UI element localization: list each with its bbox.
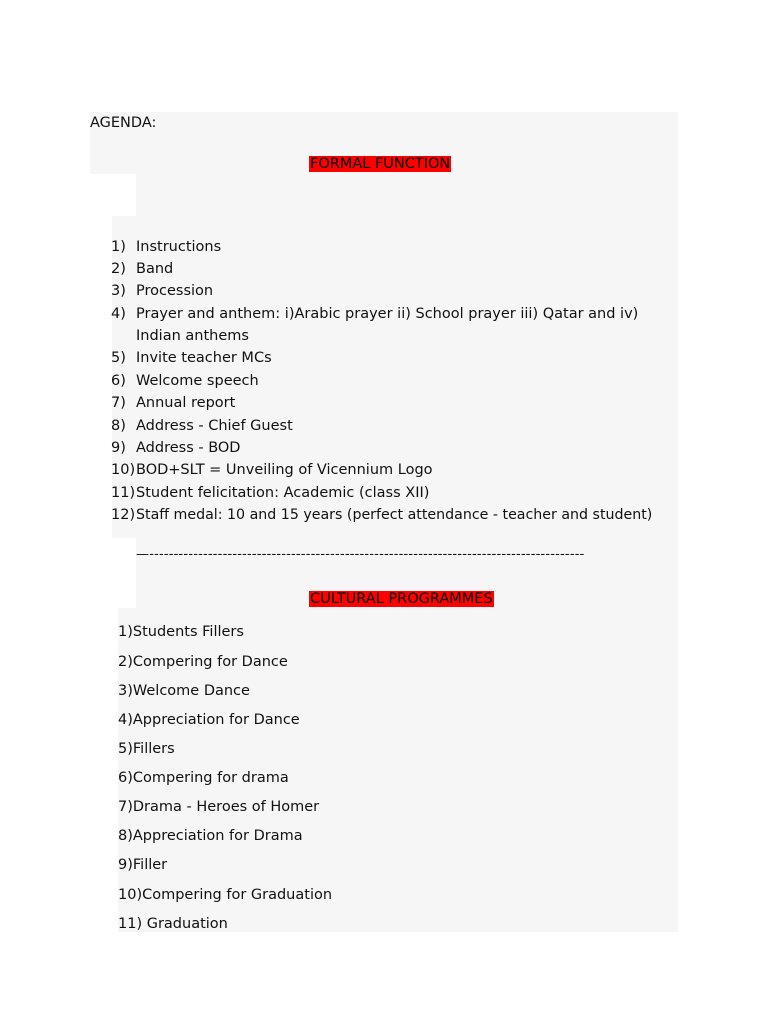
list-item: 2)Compering for Dance	[118, 654, 288, 670]
list-item-number: 9)	[111, 440, 126, 456]
list-item: 9)Filler	[118, 857, 168, 873]
list-item: Invite teacher MCs	[136, 350, 272, 366]
list-item: Band	[136, 261, 174, 277]
list-item: 3)Welcome Dance	[118, 683, 250, 699]
shade-block-mid	[136, 174, 678, 216]
list-item: 4)Appreciation for Dance	[118, 712, 300, 728]
list-item-number: 5)	[111, 350, 126, 366]
section-divider: —-----------------------------------------------------------------------------------------	[136, 547, 585, 562]
list-item: Staff medal: 10 and 15 years (perfect attendance - teacher and student)	[136, 507, 653, 523]
list-item-number: 12)	[111, 507, 136, 523]
list-item: 10)Compering for Graduation	[118, 887, 333, 903]
list-item: 7)Drama - Heroes of Homer	[118, 799, 320, 815]
list-item: 11) Graduation	[118, 916, 228, 932]
list-item: Address - Chief Guest	[136, 418, 293, 434]
list-item: Procession	[136, 283, 214, 299]
list-item: BOD+SLT = Unveiling of Vicennium Logo	[136, 462, 433, 478]
list-item-number: 6)	[111, 373, 126, 389]
list-item-number: 8)	[111, 418, 126, 434]
list-item: Instructions	[136, 239, 222, 255]
cultural-programmes-heading	[309, 589, 494, 609]
list-item-continuation: Indian anthems	[136, 328, 249, 344]
agenda-label: AGENDA:	[90, 115, 157, 131]
list-item-number: 10)	[111, 462, 136, 478]
list-item: 8)Appreciation for Drama	[118, 828, 303, 844]
list-item: 6)Compering for drama	[118, 770, 289, 786]
list-item-number: 3)	[111, 283, 126, 299]
list-item-number: 7)	[111, 395, 126, 411]
list-item: 1)Students Fillers	[118, 624, 244, 640]
list-item-number: 1)	[111, 239, 126, 255]
list-item-number: 4)	[111, 306, 126, 322]
list-item: Welcome speech	[136, 373, 259, 389]
list-item: Student felicitation: Academic (class XII)	[136, 485, 430, 501]
list-item: 5)Fillers	[118, 741, 175, 757]
formal-function-heading-text: FORMAL FUNCTION	[310, 156, 451, 172]
list-item: Prayer and anthem: i)Arabic prayer ii) School prayer iii) Qatar and iv)	[136, 306, 639, 322]
formal-function-heading	[309, 154, 451, 174]
cultural-programmes-heading-text: CULTURAL PROGRAMMES	[310, 591, 493, 607]
list-item: Annual report	[136, 395, 236, 411]
list-item: Address - BOD	[136, 440, 241, 456]
list-item-number: 11)	[111, 485, 136, 501]
list-item-number: 2)	[111, 261, 126, 277]
